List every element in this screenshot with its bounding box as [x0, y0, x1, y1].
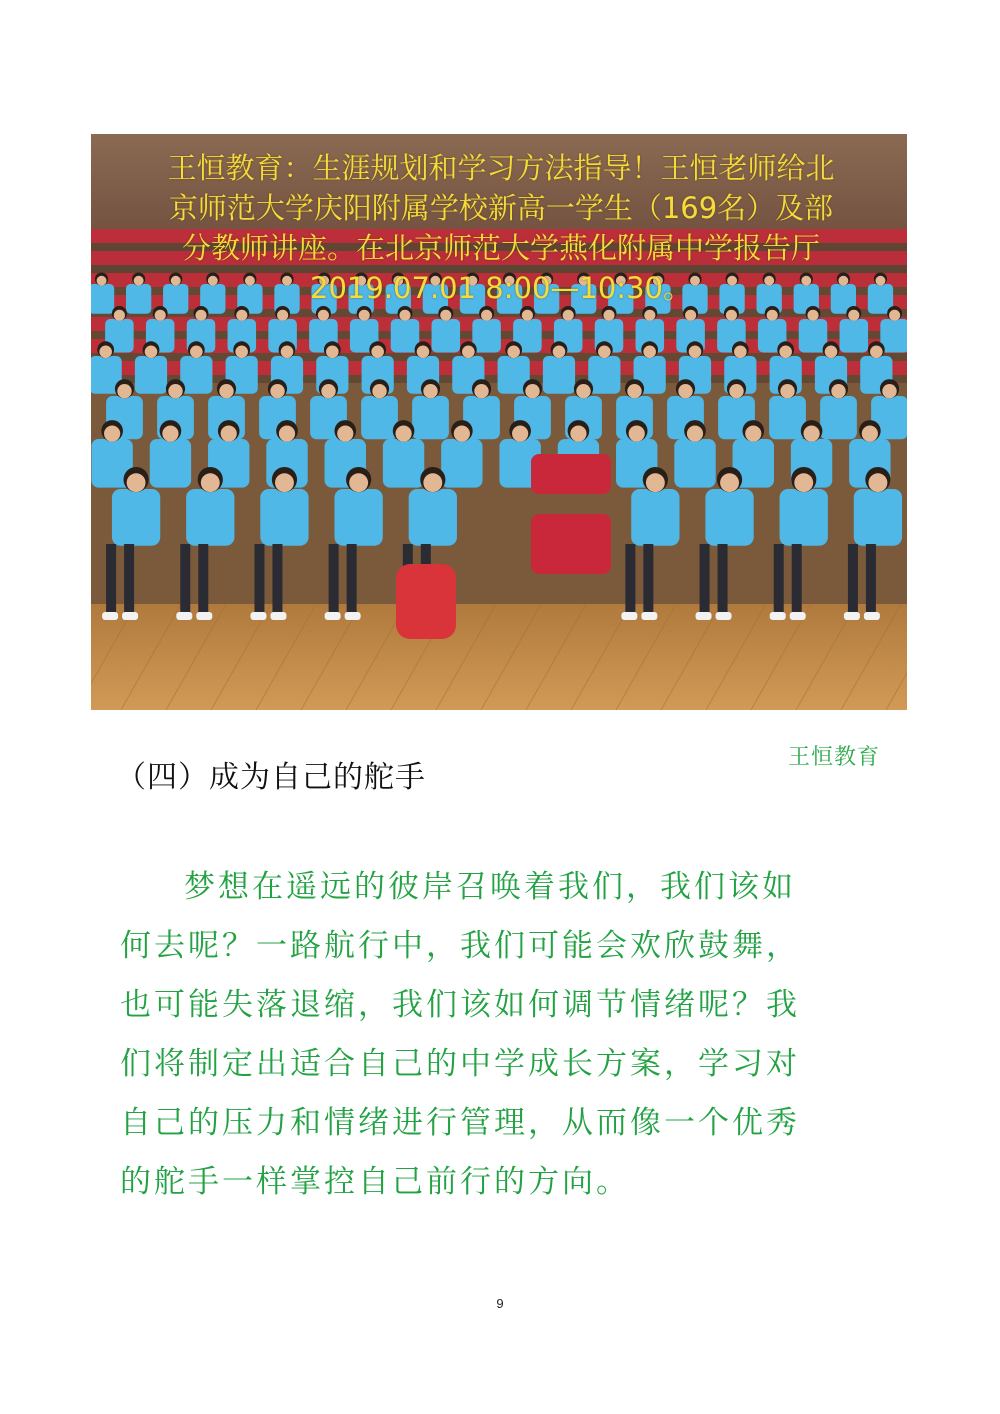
- page-number: 9: [496, 1296, 504, 1311]
- body-paragraph: [120, 858, 860, 1212]
- caption-line: 2019.07.01 8:00—10:30。: [310, 271, 692, 305]
- lecture-photo: [91, 134, 907, 710]
- paragraph-line: 也可能失落退缩，我们该如何调节情绪呢？我: [120, 987, 800, 1023]
- paragraph-line: 自己的压力和情绪进行管理，从而像一个优秀: [120, 1105, 800, 1141]
- paragraph-line: 们将制定出适合自己的中学成长方案，学习对: [120, 1046, 800, 1082]
- section-heading: （四）成为自己的舵手: [116, 760, 426, 795]
- caption-line: 王恒教育：生涯规划和学习方法指导！王恒老师给北: [167, 151, 835, 185]
- caption-line: 京师范大学庆阳附属学校新高一学生（169名）及部: [168, 191, 834, 225]
- paragraph-line: 何去呢？一路航行中，我们可能会欢欣鼓舞，: [120, 928, 800, 964]
- photo-caption: [101, 148, 901, 308]
- paragraph-line: 梦想在遥远的彼岸召唤着我们，我们该如: [184, 869, 796, 905]
- caption-line: 分教师讲座。在北京师范大学燕化附属中学报告厅: [181, 231, 820, 265]
- brand-label: 王恒教育: [788, 745, 881, 770]
- paragraph-line: 的舵手一样掌控自己前行的方向。: [120, 1164, 630, 1200]
